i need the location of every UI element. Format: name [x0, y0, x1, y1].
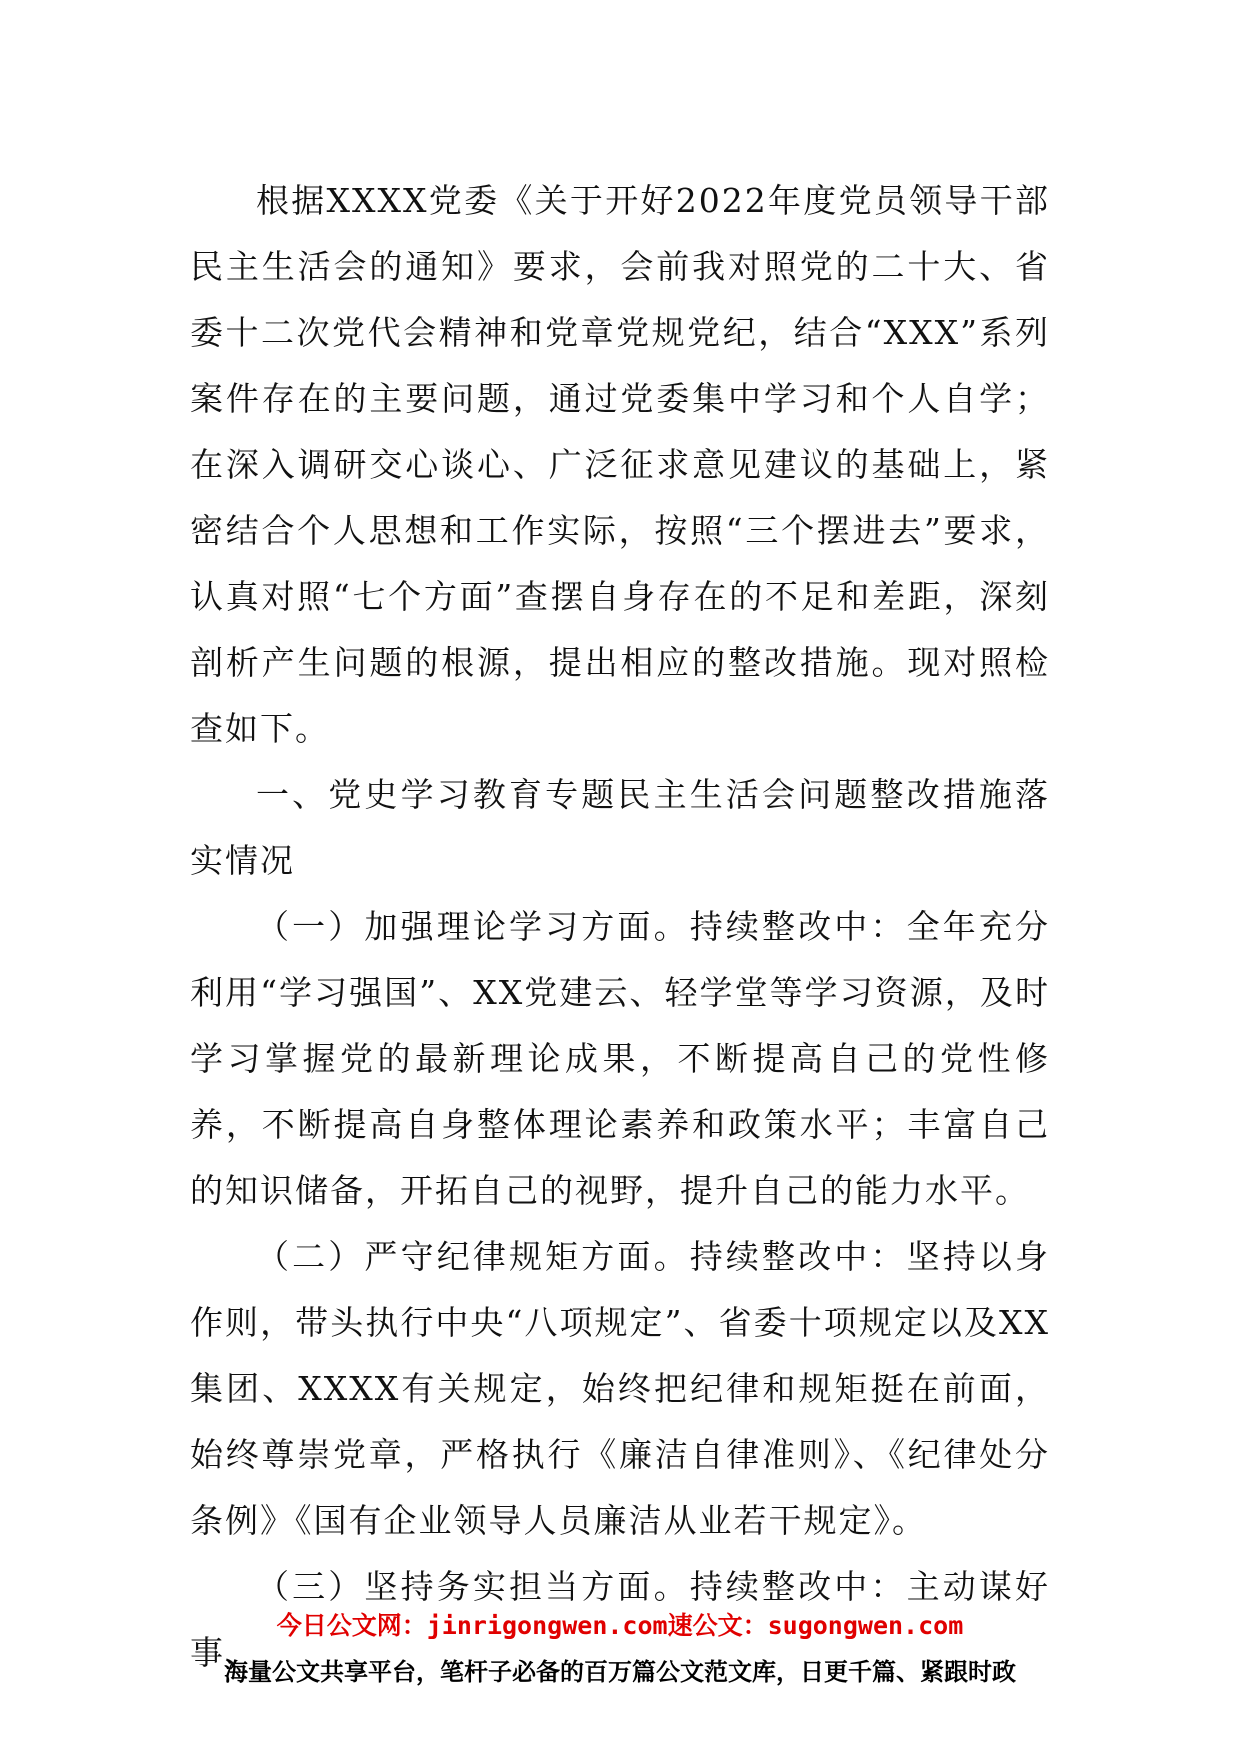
- paragraph-theory-study: （一）加强理论学习方面。持续整改中：全年充分利用“学习强国”、XX党建云、轻学堂等学习资源，及时学习掌握党的最新理论成果，不断提高自己的党性修养，不断提高自身整体理论素养和政策水平；丰富自己的知识储备，开拓自己的视野，提升自己的能力水平。: [190, 907, 1050, 1210]
- site2-name: 速公文：: [667, 1611, 768, 1640]
- document-body: [190, 168, 1050, 1686]
- site2-url[interactable]: sugongwen.com: [767, 1611, 964, 1640]
- site1-url[interactable]: jinrigongwen.com: [426, 1611, 668, 1640]
- intro-paragraph: 根据XXXX党委《关于开好2022年度党员领导干部民主生活会的通知》要求，会前我对照党的二十大、省委十二次党代会精神和党章党规党纪，结合“XXX”系列案件存在的主要问题，通过党委集中学习和个人自学；在深入调研交心谈心、广泛征求意见建议的基础上，紧密结合个人思想和工作实际，按照“三个摆进去”要求，认真对照“七个方面”查摆自身存在的不足和差距，深刻剖析产生问题的根源，提出相应的整改措施。现对照检查如下。: [190, 181, 1050, 748]
- paragraph-discipline: （二）严守纪律规矩方面。持续整改中：坚持以身作则，带头执行中央“八项规定”、省委十项规定以及XX集团、XXXX有关规定，始终把纪律和规矩挺在前面，始终尊崇党章，严格执行《廉洁自律准则》、《纪律处分条例》《国有企业领导人员廉洁从业若干规定》。: [190, 1237, 1050, 1540]
- section-heading: 一、党史学习教育专题民主生活会问题整改措施落实情况: [190, 775, 1050, 880]
- footer-slogan: 海量公文共享平台，笔杆子必备的百万篇公文范文库，日更千篇、紧跟时政: [224, 1658, 1016, 1686]
- footer-sites: [0, 1606, 1240, 1642]
- site1-name: 今日公文网：: [276, 1611, 427, 1640]
- paragraph-responsibility: （三）坚持务实担当方面。持续整改中：主动谋好事、: [190, 1567, 1050, 1672]
